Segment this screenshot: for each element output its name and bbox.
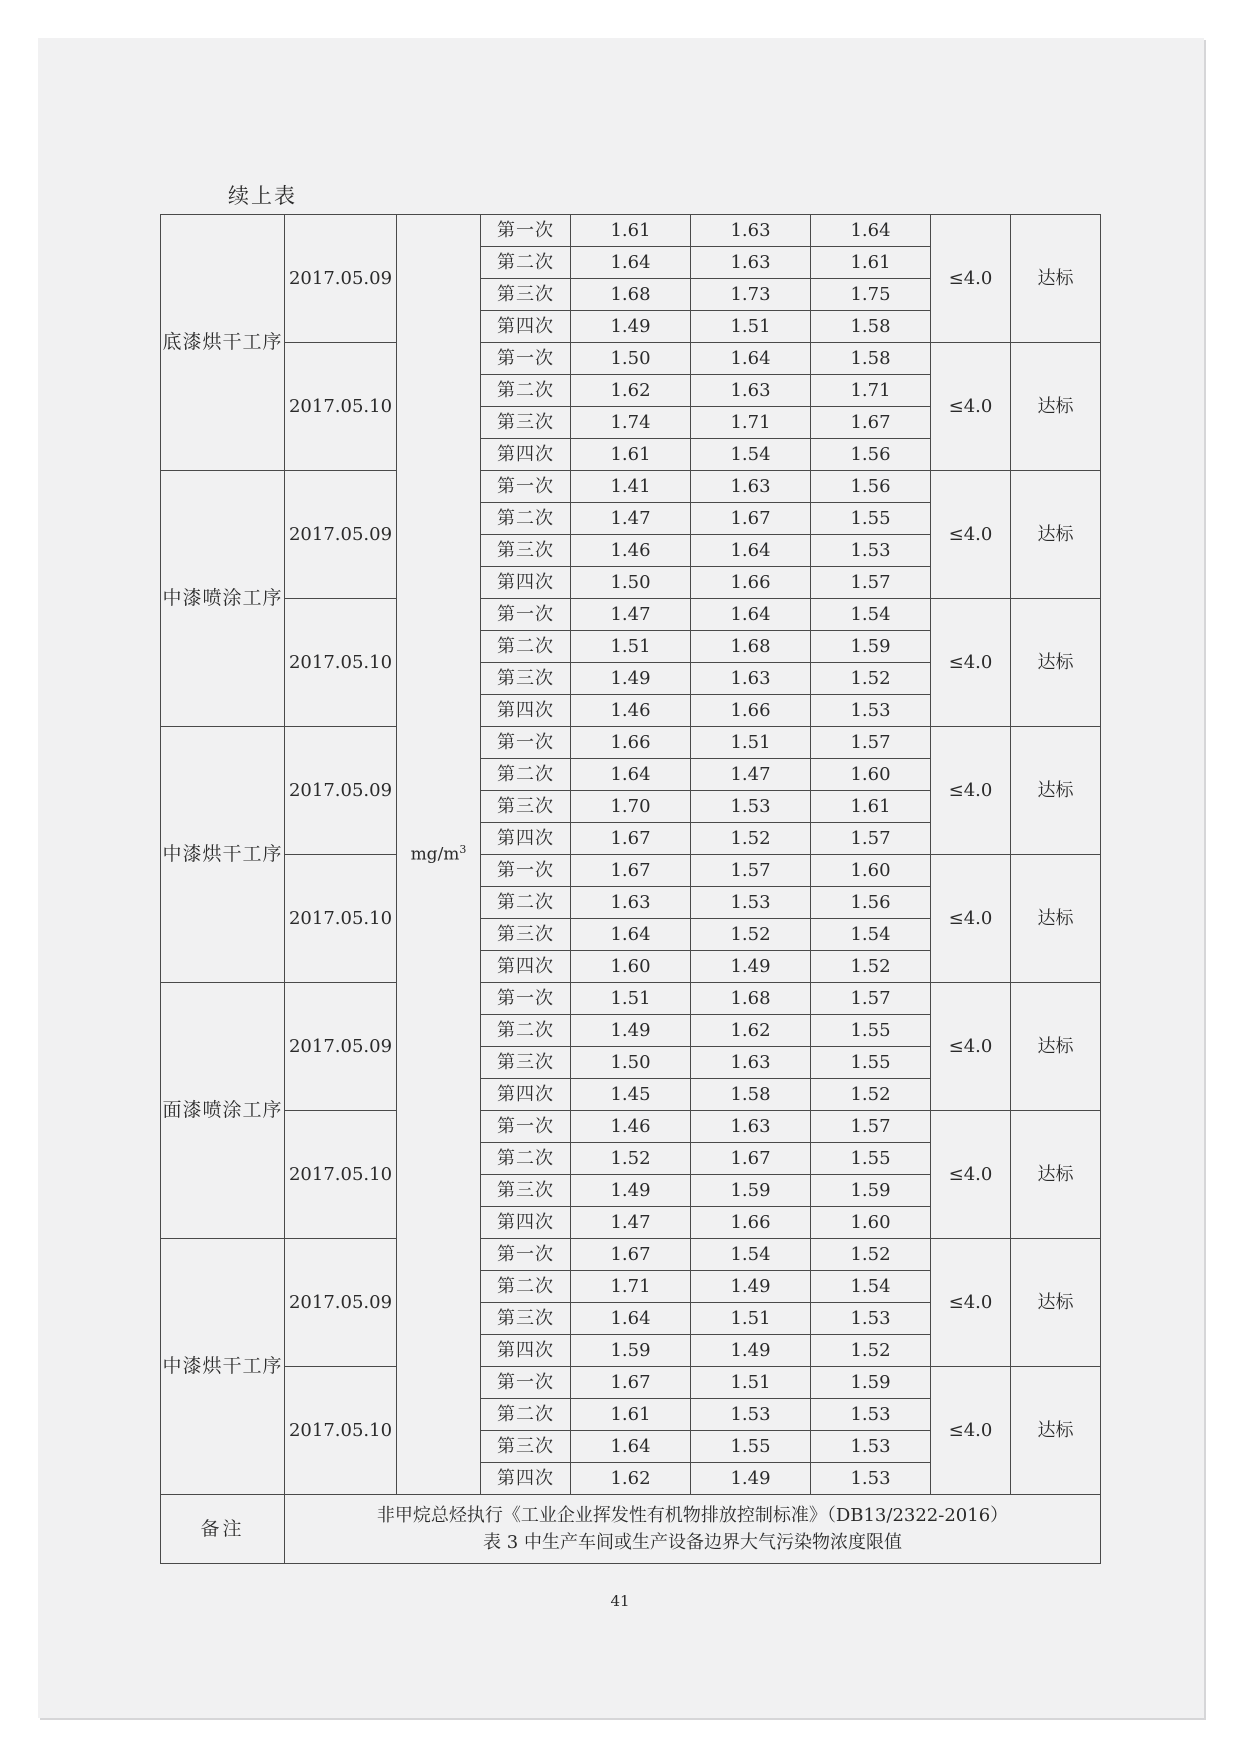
measured-value-cell: 1.55 [691, 1431, 811, 1463]
measured-value-cell: 1.46 [571, 535, 691, 567]
sampling-round-cell: 第三次 [481, 663, 571, 695]
compliance-result-cell: 达标 [1011, 1111, 1101, 1239]
measured-value-cell: 1.57 [811, 823, 931, 855]
process-name-cell: 中漆喷涂工序 [161, 471, 285, 727]
measured-value-cell: 1.57 [811, 567, 931, 599]
measured-value-cell: 1.67 [571, 1239, 691, 1271]
limit-value-cell: ≤4.0 [931, 1239, 1011, 1367]
measured-value-cell: 1.58 [811, 343, 931, 375]
measured-value-cell: 1.73 [691, 279, 811, 311]
measured-value-cell: 1.56 [811, 471, 931, 503]
measured-value-cell: 1.59 [811, 1367, 931, 1399]
measured-value-cell: 1.74 [571, 407, 691, 439]
measured-value-cell: 1.64 [571, 1303, 691, 1335]
measured-value-cell: 1.67 [691, 503, 811, 535]
remarks-text [285, 1495, 1101, 1564]
limit-value-cell: ≤4.0 [931, 727, 1011, 855]
unit-superscript: 3 [459, 843, 467, 857]
measured-value-cell: 1.49 [571, 663, 691, 695]
measured-value-cell: 1.55 [811, 1015, 931, 1047]
sampling-round-cell: 第一次 [481, 1111, 571, 1143]
measured-value-cell: 1.49 [691, 1335, 811, 1367]
measured-value-cell: 1.53 [811, 1303, 931, 1335]
process-name-cell: 底漆烘干工序 [161, 215, 285, 471]
sampling-round-cell: 第四次 [481, 1207, 571, 1239]
measured-value-cell: 1.57 [691, 855, 811, 887]
process-name-cell: 中漆烘干工序 [161, 1239, 285, 1495]
measured-value-cell: 1.53 [691, 1399, 811, 1431]
measured-value-cell: 1.47 [571, 503, 691, 535]
process-name-cell: 中漆烘干工序 [161, 727, 285, 983]
sampling-date-cell: 2017.05.09 [285, 983, 397, 1111]
compliance-result-cell: 达标 [1011, 1367, 1101, 1495]
measured-value-cell: 1.57 [811, 1111, 931, 1143]
remarks-line: 表 3 中生产车间或生产设备边界大气污染物浓度限值 [483, 1532, 902, 1553]
measured-value-cell: 1.52 [811, 951, 931, 983]
measured-value-cell: 1.54 [691, 1239, 811, 1271]
measured-value-cell: 1.63 [691, 1047, 811, 1079]
measured-value-cell: 1.64 [691, 599, 811, 631]
measured-value-cell: 1.64 [571, 1431, 691, 1463]
measured-value-cell: 1.63 [691, 247, 811, 279]
page-number: 41 [610, 1592, 630, 1610]
compliance-result-cell: 达标 [1011, 215, 1101, 343]
measured-value-cell: 1.53 [811, 1463, 931, 1495]
measured-value-cell: 1.70 [571, 791, 691, 823]
compliance-result-cell: 达标 [1011, 343, 1101, 471]
remarks-line: 非甲烷总烃执行《工业企业挥发性有机物排放控制标准》（DB13/2322-2016） [376, 1505, 1009, 1526]
measured-value-cell: 1.66 [691, 567, 811, 599]
measured-value-cell: 1.49 [691, 1271, 811, 1303]
measured-value-cell: 1.47 [571, 599, 691, 631]
sampling-round-cell: 第二次 [481, 631, 571, 663]
measured-value-cell: 1.62 [691, 1015, 811, 1047]
measured-value-cell: 1.49 [571, 1175, 691, 1207]
measured-value-cell: 1.52 [811, 663, 931, 695]
sampling-date-cell: 2017.05.10 [285, 599, 397, 727]
measured-value-cell: 1.51 [571, 631, 691, 663]
measured-value-cell: 1.59 [811, 631, 931, 663]
compliance-result-cell: 达标 [1011, 599, 1101, 727]
sampling-round-cell: 第四次 [481, 1079, 571, 1111]
sampling-round-cell: 第四次 [481, 1335, 571, 1367]
measured-value-cell: 1.71 [571, 1271, 691, 1303]
measured-value-cell: 1.63 [691, 215, 811, 247]
measured-value-cell: 1.67 [811, 407, 931, 439]
measured-value-cell: 1.52 [811, 1079, 931, 1111]
measured-value-cell: 1.68 [691, 983, 811, 1015]
measured-value-cell: 1.57 [811, 983, 931, 1015]
measured-value-cell: 1.52 [691, 919, 811, 951]
sampling-round-cell: 第一次 [481, 215, 571, 247]
measured-value-cell: 1.51 [691, 311, 811, 343]
table-row [161, 215, 1101, 247]
measured-value-cell: 1.64 [571, 919, 691, 951]
sampling-round-cell: 第四次 [481, 1463, 571, 1495]
measured-value-cell: 1.58 [811, 311, 931, 343]
table-row [161, 1367, 1101, 1399]
limit-value-cell: ≤4.0 [931, 1367, 1011, 1495]
sampling-date-cell: 2017.05.09 [285, 471, 397, 599]
measured-value-cell: 1.68 [691, 631, 811, 663]
sampling-round-cell: 第二次 [481, 1015, 571, 1047]
sampling-round-cell: 第二次 [481, 1143, 571, 1175]
sampling-round-cell: 第一次 [481, 983, 571, 1015]
sampling-round-cell: 第三次 [481, 1431, 571, 1463]
measured-value-cell: 1.63 [691, 471, 811, 503]
table-row [161, 1239, 1101, 1271]
measured-value-cell: 1.67 [691, 1143, 811, 1175]
remarks-row [161, 1495, 1101, 1564]
sampling-round-cell: 第一次 [481, 599, 571, 631]
measured-value-cell: 1.64 [571, 759, 691, 791]
sampling-round-cell: 第一次 [481, 471, 571, 503]
measured-value-cell: 1.54 [811, 919, 931, 951]
measured-value-cell: 1.63 [571, 887, 691, 919]
sampling-date-cell: 2017.05.10 [285, 1111, 397, 1239]
sampling-date-cell: 2017.05.10 [285, 343, 397, 471]
measured-value-cell: 1.47 [571, 1207, 691, 1239]
measured-value-cell: 1.55 [811, 1143, 931, 1175]
measured-value-cell: 1.47 [691, 759, 811, 791]
measured-value-cell: 1.64 [691, 535, 811, 567]
measured-value-cell: 1.60 [811, 855, 931, 887]
measured-value-cell: 1.58 [691, 1079, 811, 1111]
sampling-date-cell: 2017.05.10 [285, 855, 397, 983]
measured-value-cell: 1.49 [571, 1015, 691, 1047]
measured-value-cell: 1.60 [571, 951, 691, 983]
measured-value-cell: 1.49 [691, 951, 811, 983]
measured-value-cell: 1.61 [571, 1399, 691, 1431]
sampling-round-cell: 第三次 [481, 1047, 571, 1079]
limit-value-cell: ≤4.0 [931, 215, 1011, 343]
measured-value-cell: 1.55 [811, 503, 931, 535]
measured-value-cell: 1.56 [811, 439, 931, 471]
measured-value-cell: 1.63 [691, 663, 811, 695]
measured-value-cell: 1.59 [811, 1175, 931, 1207]
measured-value-cell: 1.64 [811, 215, 931, 247]
sampling-round-cell: 第三次 [481, 791, 571, 823]
measured-value-cell: 1.51 [691, 1303, 811, 1335]
measured-value-cell: 1.62 [571, 1463, 691, 1495]
sampling-round-cell: 第三次 [481, 407, 571, 439]
sampling-round-cell: 第一次 [481, 1239, 571, 1271]
measured-value-cell: 1.53 [811, 535, 931, 567]
sampling-round-cell: 第二次 [481, 887, 571, 919]
measured-value-cell: 1.59 [571, 1335, 691, 1367]
sampling-round-cell: 第二次 [481, 503, 571, 535]
table-continuation-caption: 续上表 [228, 184, 297, 208]
measured-value-cell: 1.61 [811, 247, 931, 279]
measured-value-cell: 1.53 [691, 791, 811, 823]
measured-value-cell: 1.71 [691, 407, 811, 439]
measured-value-cell: 1.49 [571, 311, 691, 343]
emission-monitoring-table [160, 214, 1101, 1564]
sampling-round-cell: 第二次 [481, 1399, 571, 1431]
sampling-date-cell: 2017.05.10 [285, 1367, 397, 1495]
compliance-result-cell: 达标 [1011, 855, 1101, 983]
measured-value-cell: 1.53 [811, 695, 931, 727]
measured-value-cell: 1.62 [571, 375, 691, 407]
sampling-date-cell: 2017.05.09 [285, 215, 397, 343]
table-row [161, 343, 1101, 375]
sampling-round-cell: 第四次 [481, 951, 571, 983]
measured-value-cell: 1.53 [811, 1399, 931, 1431]
measured-value-cell: 1.51 [571, 983, 691, 1015]
measured-value-cell: 1.55 [811, 1047, 931, 1079]
sampling-round-cell: 第三次 [481, 1303, 571, 1335]
sampling-round-cell: 第二次 [481, 247, 571, 279]
sampling-round-cell: 第一次 [481, 1367, 571, 1399]
table-row [161, 1111, 1101, 1143]
measured-value-cell: 1.51 [691, 1367, 811, 1399]
unit-text: mg/m [410, 844, 460, 865]
measured-value-cell: 1.71 [811, 375, 931, 407]
sampling-round-cell: 第四次 [481, 695, 571, 727]
sampling-round-cell: 第一次 [481, 343, 571, 375]
measured-value-cell: 1.52 [811, 1239, 931, 1271]
measured-value-cell: 1.68 [571, 279, 691, 311]
measured-value-cell: 1.45 [571, 1079, 691, 1111]
limit-value-cell: ≤4.0 [931, 1111, 1011, 1239]
sampling-date-cell: 2017.05.09 [285, 727, 397, 855]
measured-value-cell: 1.66 [571, 727, 691, 759]
sampling-round-cell: 第二次 [481, 375, 571, 407]
sampling-round-cell: 第三次 [481, 1175, 571, 1207]
limit-value-cell: ≤4.0 [931, 855, 1011, 983]
measured-value-cell: 1.49 [691, 1463, 811, 1495]
table-row [161, 855, 1101, 887]
remarks-label: 备注 [161, 1495, 285, 1564]
measured-value-cell: 1.66 [691, 1207, 811, 1239]
measured-value-cell: 1.56 [811, 887, 931, 919]
measured-value-cell: 1.57 [811, 727, 931, 759]
sampling-date-cell: 2017.05.09 [285, 1239, 397, 1367]
compliance-result-cell: 达标 [1011, 471, 1101, 599]
sampling-round-cell: 第二次 [481, 759, 571, 791]
measured-value-cell: 1.52 [691, 823, 811, 855]
measured-value-cell: 1.63 [691, 375, 811, 407]
measured-value-cell: 1.50 [571, 1047, 691, 1079]
table-row [161, 471, 1101, 503]
measured-value-cell: 1.64 [571, 247, 691, 279]
measured-value-cell: 1.52 [571, 1143, 691, 1175]
measured-value-cell: 1.54 [691, 439, 811, 471]
measured-value-cell: 1.61 [811, 791, 931, 823]
sampling-round-cell: 第一次 [481, 855, 571, 887]
measured-value-cell: 1.64 [691, 343, 811, 375]
limit-value-cell: ≤4.0 [931, 983, 1011, 1111]
sampling-round-cell: 第三次 [481, 919, 571, 951]
unit-cell [397, 215, 481, 1495]
measured-value-cell: 1.50 [571, 343, 691, 375]
measured-value-cell: 1.51 [691, 727, 811, 759]
table-row [161, 599, 1101, 631]
measured-value-cell: 1.75 [811, 279, 931, 311]
measured-value-cell: 1.67 [571, 855, 691, 887]
measured-value-cell: 1.53 [811, 1431, 931, 1463]
sampling-round-cell: 第三次 [481, 535, 571, 567]
measured-value-cell: 1.50 [571, 567, 691, 599]
measured-value-cell: 1.60 [811, 1207, 931, 1239]
table-row [161, 727, 1101, 759]
measured-value-cell: 1.63 [691, 1111, 811, 1143]
sampling-round-cell: 第四次 [481, 439, 571, 471]
sampling-round-cell: 第四次 [481, 823, 571, 855]
sampling-round-cell: 第四次 [481, 567, 571, 599]
measured-value-cell: 1.67 [571, 823, 691, 855]
limit-value-cell: ≤4.0 [931, 599, 1011, 727]
measured-value-cell: 1.61 [571, 215, 691, 247]
limit-value-cell: ≤4.0 [931, 343, 1011, 471]
measured-value-cell: 1.54 [811, 1271, 931, 1303]
measured-value-cell: 1.66 [691, 695, 811, 727]
compliance-result-cell: 达标 [1011, 983, 1101, 1111]
process-name-cell: 面漆喷涂工序 [161, 983, 285, 1239]
measured-value-cell: 1.41 [571, 471, 691, 503]
measured-value-cell: 1.61 [571, 439, 691, 471]
measured-value-cell: 1.52 [811, 1335, 931, 1367]
measured-value-cell: 1.46 [571, 1111, 691, 1143]
measured-value-cell: 1.59 [691, 1175, 811, 1207]
limit-value-cell: ≤4.0 [931, 471, 1011, 599]
measured-value-cell: 1.60 [811, 759, 931, 791]
sampling-round-cell: 第二次 [481, 1271, 571, 1303]
measured-value-cell: 1.54 [811, 599, 931, 631]
compliance-result-cell: 达标 [1011, 727, 1101, 855]
measured-value-cell: 1.53 [691, 887, 811, 919]
sampling-round-cell: 第一次 [481, 727, 571, 759]
compliance-result-cell: 达标 [1011, 1239, 1101, 1367]
table-row [161, 983, 1101, 1015]
measured-value-cell: 1.46 [571, 695, 691, 727]
sampling-round-cell: 第四次 [481, 311, 571, 343]
measured-value-cell: 1.67 [571, 1367, 691, 1399]
sampling-round-cell: 第三次 [481, 279, 571, 311]
